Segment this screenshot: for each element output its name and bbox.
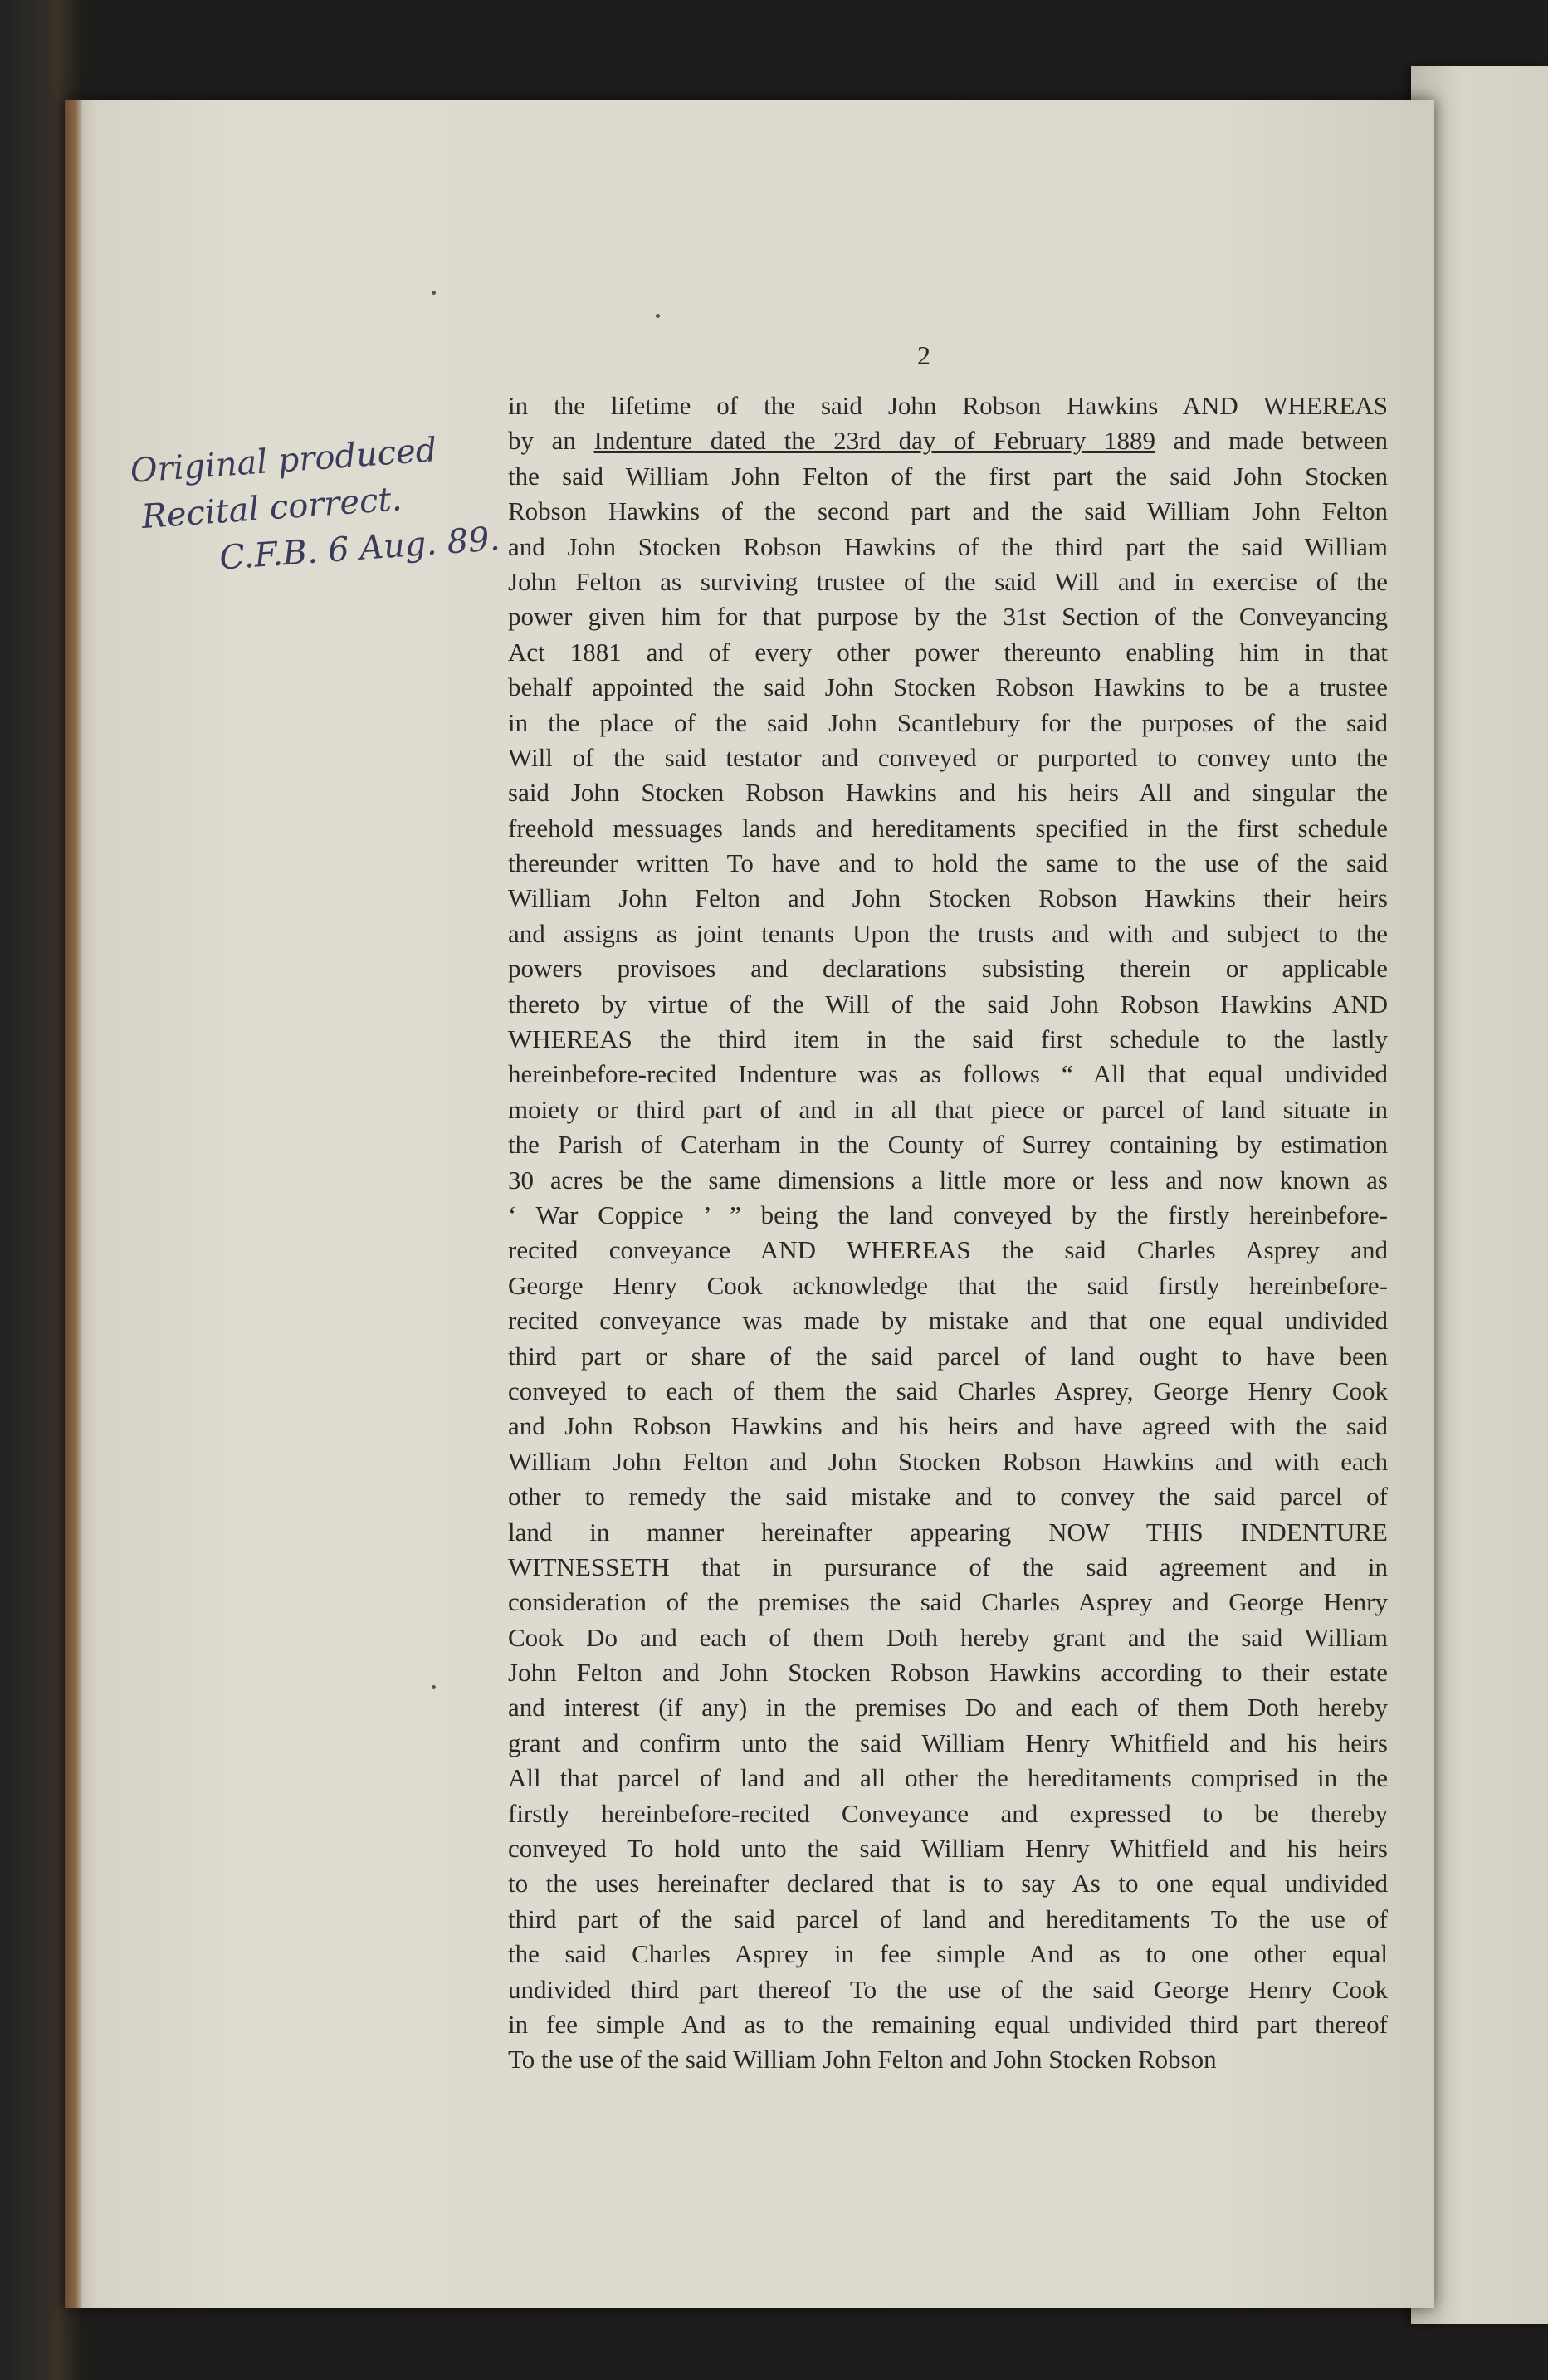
- text-segment: 30 acres be the same dimensions a little more or less and now known as: [508, 1165, 1388, 1195]
- text-segment: power given him for that purpose by the 31st Section of the Conveyancing: [508, 602, 1388, 632]
- annotation-line: Recital correct.: [140, 480, 403, 537]
- text-line: [508, 1339, 1388, 1374]
- text-line: [508, 1127, 1388, 1162]
- text-segment: All that parcel of land and all other the hereditaments comprised in the: [508, 1763, 1388, 1793]
- text-segment: recited conveyance AND WHEREAS the said Charles Asprey and: [508, 1235, 1388, 1265]
- text-line: [508, 1092, 1388, 1127]
- text-line: [508, 1937, 1388, 1972]
- text-segment: in fee simple And as to the remaining equal undivided third part thereof: [508, 2009, 1388, 2039]
- text-line: [508, 2042, 1388, 2077]
- text-segment: Act 1881 and of every other power thereunto enabling him in that: [508, 637, 1388, 667]
- text-segment: and John Stocken Robson Hawkins of the third part the said William: [508, 531, 1388, 561]
- text-line: [508, 1374, 1388, 1409]
- text-segment: powers provisoes and declarations subsisting therein or applicable: [508, 954, 1388, 984]
- text-line: [508, 1444, 1388, 1479]
- text-segment: and John Robson Hawkins and his heirs and have agreed with the said: [508, 1411, 1388, 1441]
- text-segment: in the place of the said John Scantlebury for the purposes of the said: [508, 707, 1388, 737]
- text-segment: said John Stocken Robson Hawkins and his heirs All and singular the: [508, 778, 1388, 808]
- text-line: [508, 564, 1388, 599]
- text-line: [508, 1761, 1388, 1796]
- text-line: [508, 775, 1388, 810]
- text-segment: by an: [508, 426, 594, 456]
- text-line: [508, 1057, 1388, 1092]
- paper-speck: [656, 314, 660, 318]
- text-line: [508, 987, 1388, 1022]
- text-segment: WHEREAS the third item in the said first schedule to the lastly: [508, 1024, 1388, 1054]
- text-line: [508, 916, 1388, 951]
- text-segment: consideration of the premises the said Charles Asprey and George Henry: [508, 1587, 1388, 1617]
- text-segment: land in manner hereinafter appearing NOW THIS INDENTURE: [508, 1517, 1388, 1547]
- text-segment: undivided third part thereof To the use of the said George Henry Cook: [508, 1974, 1388, 2004]
- text-line: [508, 1866, 1388, 1901]
- text-line: [508, 1515, 1388, 1550]
- text-segment: William John Felton and John Stocken Robson Hawkins their heirs: [508, 883, 1388, 913]
- text-segment: conveyed To hold unto the said William Henry Whitfield and his heirs: [508, 1834, 1388, 1864]
- text-line: [508, 1268, 1388, 1303]
- text-segment: third part of the said parcel of land and hereditaments To the use of: [508, 1904, 1388, 1933]
- text-segment: hereinbefore-recited Indenture was as follows “ All that equal undivided: [508, 1059, 1388, 1089]
- text-segment: freehold messuages lands and hereditaments specified in the first schedule: [508, 813, 1388, 843]
- text-segment: in the lifetime of the said John Robson Hawkins AND WHEREAS: [508, 391, 1388, 420]
- text-line: [508, 1831, 1388, 1866]
- text-line: [508, 1198, 1388, 1233]
- text-segment: third part or share of the said parcel of land ought to have been: [508, 1341, 1388, 1371]
- text-segment: William John Felton and John Stocken Robson Hawkins and with each: [508, 1446, 1388, 1476]
- text-line: [508, 599, 1388, 634]
- text-segment: moiety or third part of and in all that piece or parcel of land situate in: [508, 1094, 1388, 1124]
- text-segment: John Felton and John Stocken Robson Hawkins according to their estate: [508, 1658, 1388, 1688]
- text-segment: ‘ War Coppice ’ ” being the land conveyed by the firstly hereinbefore-: [508, 1200, 1388, 1229]
- text-line: [508, 951, 1388, 986]
- text-segment: the Parish of Caterham in the County of Surrey containing by estimation: [508, 1130, 1388, 1160]
- text-line: [508, 1726, 1388, 1761]
- text-line: [508, 423, 1388, 458]
- text-segment: and made between: [1155, 426, 1389, 456]
- text-line: [508, 1796, 1388, 1831]
- handwritten-annotation: [129, 423, 503, 587]
- text-line: [508, 1620, 1388, 1655]
- text-segment: recited conveyance was made by mistake and that one equal undivided: [508, 1306, 1388, 1336]
- text-line: [508, 1409, 1388, 1444]
- text-line: [508, 459, 1388, 494]
- text-line: [508, 1163, 1388, 1198]
- text-segment: thereto by virtue of the Will of the said John Robson Hawkins AND: [508, 989, 1388, 1019]
- text-segment: John Felton as surviving trustee of the said Will and in exercise of the: [508, 566, 1388, 596]
- text-line: [508, 635, 1388, 670]
- text-segment: George Henry Cook acknowledge that the said firstly hereinbefore-: [508, 1270, 1388, 1300]
- text-line: [508, 670, 1388, 705]
- text-segment: to the uses hereinafter declared that is to say As to one equal undivided: [508, 1869, 1388, 1899]
- text-segment: grant and confirm unto the said William Henry Whitfield and his heirs: [508, 1728, 1388, 1757]
- text-line: [508, 1655, 1388, 1690]
- text-segment: conveyed to each of them the said Charles Asprey, George Henry Cook: [508, 1376, 1388, 1405]
- text-segment: Will of the said testator and conveyed or purported to convey unto the: [508, 742, 1388, 772]
- text-line: [508, 1690, 1388, 1725]
- text-segment: and assigns as joint tenants Upon the trusts and with and subject to the: [508, 918, 1388, 948]
- text-segment: the said Charles Asprey in fee simple And as to one other equal: [508, 1939, 1388, 1969]
- body-text: [508, 389, 1388, 2078]
- text-line: [508, 1233, 1388, 1268]
- text-segment: the said William John Felton of the first part the said John Stocken: [508, 461, 1388, 491]
- paper-speck: [432, 1685, 436, 1689]
- text-segment: behalf appointed the said John Stocken Robson Hawkins to be a trustee: [508, 672, 1388, 702]
- annotation-line: C.F.B. 6 Aug. 89.: [217, 520, 501, 578]
- text-segment: firstly hereinbefore-recited Conveyance and expressed to be thereby: [508, 1798, 1388, 1828]
- paper-speck: [432, 291, 436, 295]
- text-line: [508, 1479, 1388, 1514]
- underlined-phrase: Indenture dated the 23rd day of February 1889: [593, 426, 1155, 456]
- text-line: [508, 1550, 1388, 1585]
- text-line: [508, 881, 1388, 916]
- text-line: [508, 1585, 1388, 1620]
- page-number: 2: [917, 340, 930, 370]
- annotation-line: Original produced: [129, 431, 438, 491]
- text-segment: WITNESSETH that in pursurance of the said agreement and in: [508, 1552, 1388, 1581]
- text-segment: Robson Hawkins of the second part and the said William John Felton: [508, 496, 1388, 526]
- text-line: [508, 846, 1388, 881]
- text-segment: Cook Do and each of them Doth hereby grant and the said William: [508, 1622, 1388, 1652]
- text-segment: other to remedy the said mistake and to convey the said parcel of: [508, 1482, 1388, 1512]
- text-line: [508, 494, 1388, 529]
- text-line: [508, 1303, 1388, 1338]
- text-line: [508, 389, 1388, 423]
- text-segment: thereunder written To have and to hold the same to the use of the said: [508, 848, 1388, 878]
- text-segment: and interest (if any) in the premises Do and each of them Doth hereby: [508, 1693, 1388, 1723]
- text-line: [508, 1972, 1388, 2007]
- text-line: [508, 740, 1388, 775]
- text-line: [508, 1902, 1388, 1937]
- text-line: [508, 2007, 1388, 2042]
- text-line: [508, 530, 1388, 564]
- text-line: [508, 1022, 1388, 1057]
- text-line: [508, 706, 1388, 740]
- text-line: [508, 811, 1388, 846]
- text-segment: To the use of the said William John Felton and John Stocken Robson: [508, 2045, 1217, 2075]
